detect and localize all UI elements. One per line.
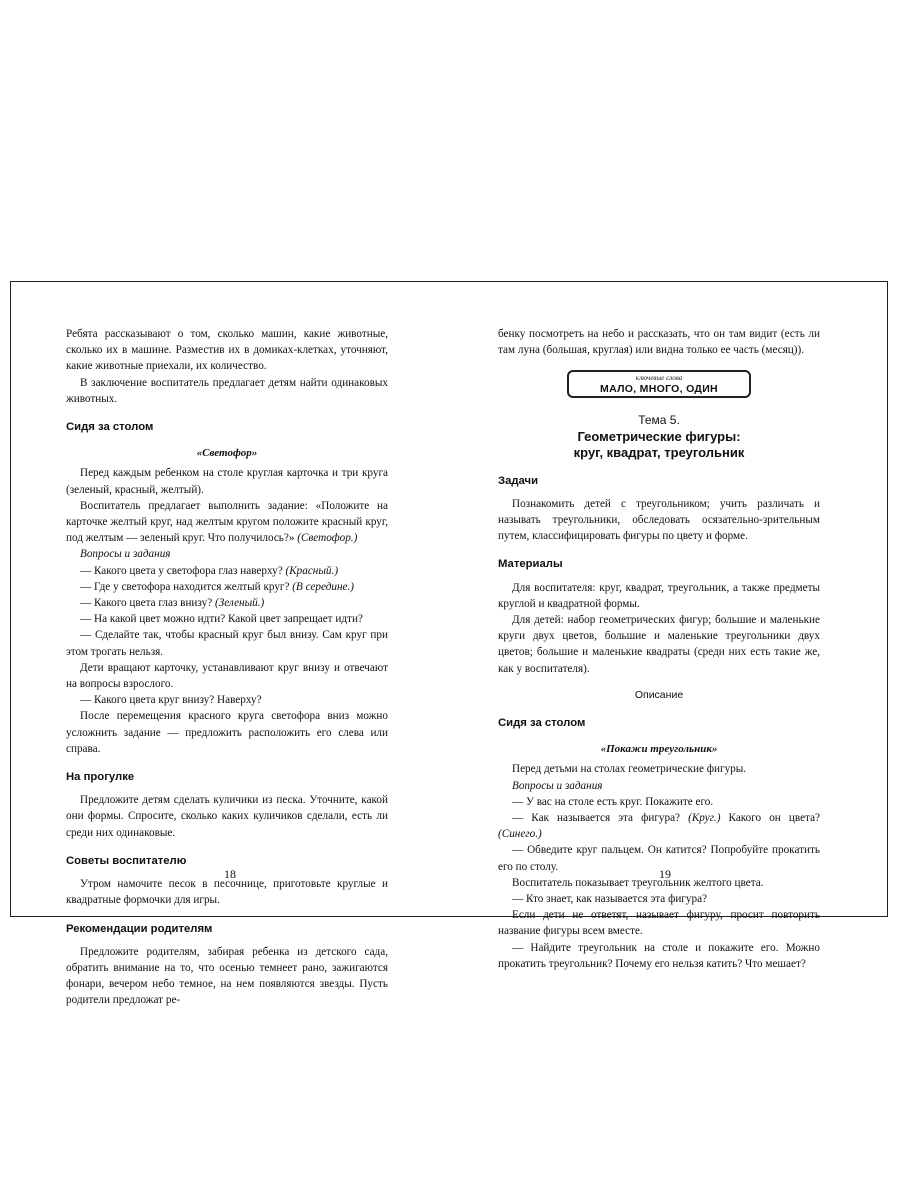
question: — Обведите круг пальцем. Он катится? Попробуйте прокатить его по столу. xyxy=(498,844,820,873)
keywords: МАЛО, МНОГО, ОДИН xyxy=(600,383,718,396)
text: (Круг.) xyxy=(688,812,721,825)
paragraph: Если дети не ответят, называет фигуру, просит повторить название фигуры всем вместе. xyxy=(498,909,820,938)
paragraph: После перемещения красного круга светофора вниз можно усложнить задание — предложить расположить его слева или справа. xyxy=(66,710,388,755)
paragraph: Для воспитателя: круг, квадрат, треугольник, а также предметы круглой и квадратной формы. xyxy=(498,581,820,610)
paragraph: Перед детьми на столах геометрические фигуры. xyxy=(512,763,747,776)
text: Воспитатель предлагает выполнить задание: «Положите на карточке желтый круг, над желтым кругом положите красный круг, под желтым — зеленый круг. Что получилось?» xyxy=(66,499,388,545)
paragraph: Для детей: набор геометрических фигур; большие и маленькие круги двух цветов, большие и маленькие треугольники двух цветов; большие и маленькие квадраты (среди них есть такие же, как у воспитателя). xyxy=(498,614,820,675)
questions-header: Вопросы и задания xyxy=(512,779,603,792)
question: — Сделайте так, чтобы красный круг был внизу. Сам круг при этом трогать нельзя. xyxy=(66,629,388,658)
game-title: «Светофор» xyxy=(196,447,258,460)
section-heading: Материалы xyxy=(498,558,563,571)
text: Какого он цвета? xyxy=(728,812,820,825)
paragraph xyxy=(66,498,388,547)
paragraph: Дети вращают карточку, устанавливают круг внизу и отвечают на вопросы взрослого. xyxy=(66,661,388,691)
section-heading: Рекомендации родителям xyxy=(66,922,213,935)
text: (Светофор.) xyxy=(297,532,358,545)
text: (Красный.) xyxy=(285,564,339,577)
question xyxy=(66,579,388,595)
theme-number: Тема 5. xyxy=(638,413,680,428)
paragraph: Ребята рассказывают о том, сколько машин, какие животные, сколько их в машине. Разместив их в домиках-клетках, уточняют, какие животные приехали, их количество. xyxy=(66,328,388,373)
section-heading: Задачи xyxy=(498,474,539,487)
section-heading: Сидя за столом xyxy=(66,421,154,434)
paragraph: Перед каждым ребенком на столе круглая карточка и три круга (зеленый, красный, желтый). xyxy=(66,467,388,496)
question: — Найдите треугольник на столе и покажите его. Можно прокатить треугольник? Почему его нельзя катить? Что мешает? xyxy=(498,941,820,970)
keywords-label: ключевые слова xyxy=(635,374,683,383)
keywords-box xyxy=(567,370,751,398)
section-heading: Советы воспитателю xyxy=(66,854,187,867)
text: — Какого цвета у светофора глаз наверху? xyxy=(80,564,283,577)
question: — Какого цвета круг внизу? Наверху? xyxy=(80,694,262,707)
paragraph: бенку посмотреть на небо и рассказать, что он там видит (есть ли там луна (большая, круглая) или видна только ее часть (месяц)). xyxy=(498,328,820,357)
paragraph: Утром намочите песок в песочнице, приготовьте круглые и квадратные формочки для игры. xyxy=(66,878,388,907)
text: — Какого цвета глаз внизу? xyxy=(80,597,213,610)
question xyxy=(498,810,820,842)
theme-title-line: круг, квадрат, треугольник xyxy=(573,444,745,460)
paragraph: Предложите детям сделать куличики из песка. Уточните, какой они формы. Спросите, сколько каких куличиков сделали, есть ли среди них одинаковые. xyxy=(66,794,388,839)
section-heading-description: Описание xyxy=(634,688,684,701)
question: — Кто знает, как называется эта фигура? xyxy=(512,893,708,906)
text: (Синего.) xyxy=(498,828,542,841)
page-number: 18 xyxy=(224,867,236,881)
paragraph: Познакомить детей с треугольником; учить различать и называть треугольники, обследовать осязательно-зрительным путем, классифицировать фигуры по цвету и форме. xyxy=(498,497,820,543)
paragraph: Воспитатель показывает треугольник желтого цвета. xyxy=(512,876,764,889)
question: — У вас на столе есть круг. Покажите его. xyxy=(512,795,714,808)
question: — На какой цвет можно идти? Какой цвет запрещает идти? xyxy=(80,613,363,626)
book-spread xyxy=(10,281,888,1007)
text: (В середине.) xyxy=(292,580,355,593)
questions-header: Вопросы и задания xyxy=(80,548,171,561)
section-heading: Сидя за столом xyxy=(498,717,586,730)
section-heading: На прогулке xyxy=(66,771,135,784)
text: — Как называется эта фигура? xyxy=(512,812,681,825)
theme-title-line: Геометрические фигуры: xyxy=(577,428,741,444)
game-title: «Покажи треугольник» xyxy=(600,743,718,756)
left-page xyxy=(66,326,388,1009)
page-number: 19 xyxy=(659,867,671,881)
paragraph: Предложите родителям, забирая ребенка из детского сада, обратить внимание на то, что осенью темнеет рано, зажигаются фонари, вечером небо темное, на нем появляются звезды. Пусть родители предложат ре- xyxy=(66,945,388,1007)
text: (Зеленый.) xyxy=(214,597,265,610)
question xyxy=(66,563,388,579)
text: — Где у светофора находится желтый круг? xyxy=(80,580,290,593)
question xyxy=(66,595,388,611)
theme-title xyxy=(498,429,820,461)
paragraph: В заключение воспитатель предлагает детям найти одинаковых животных. xyxy=(66,376,388,405)
